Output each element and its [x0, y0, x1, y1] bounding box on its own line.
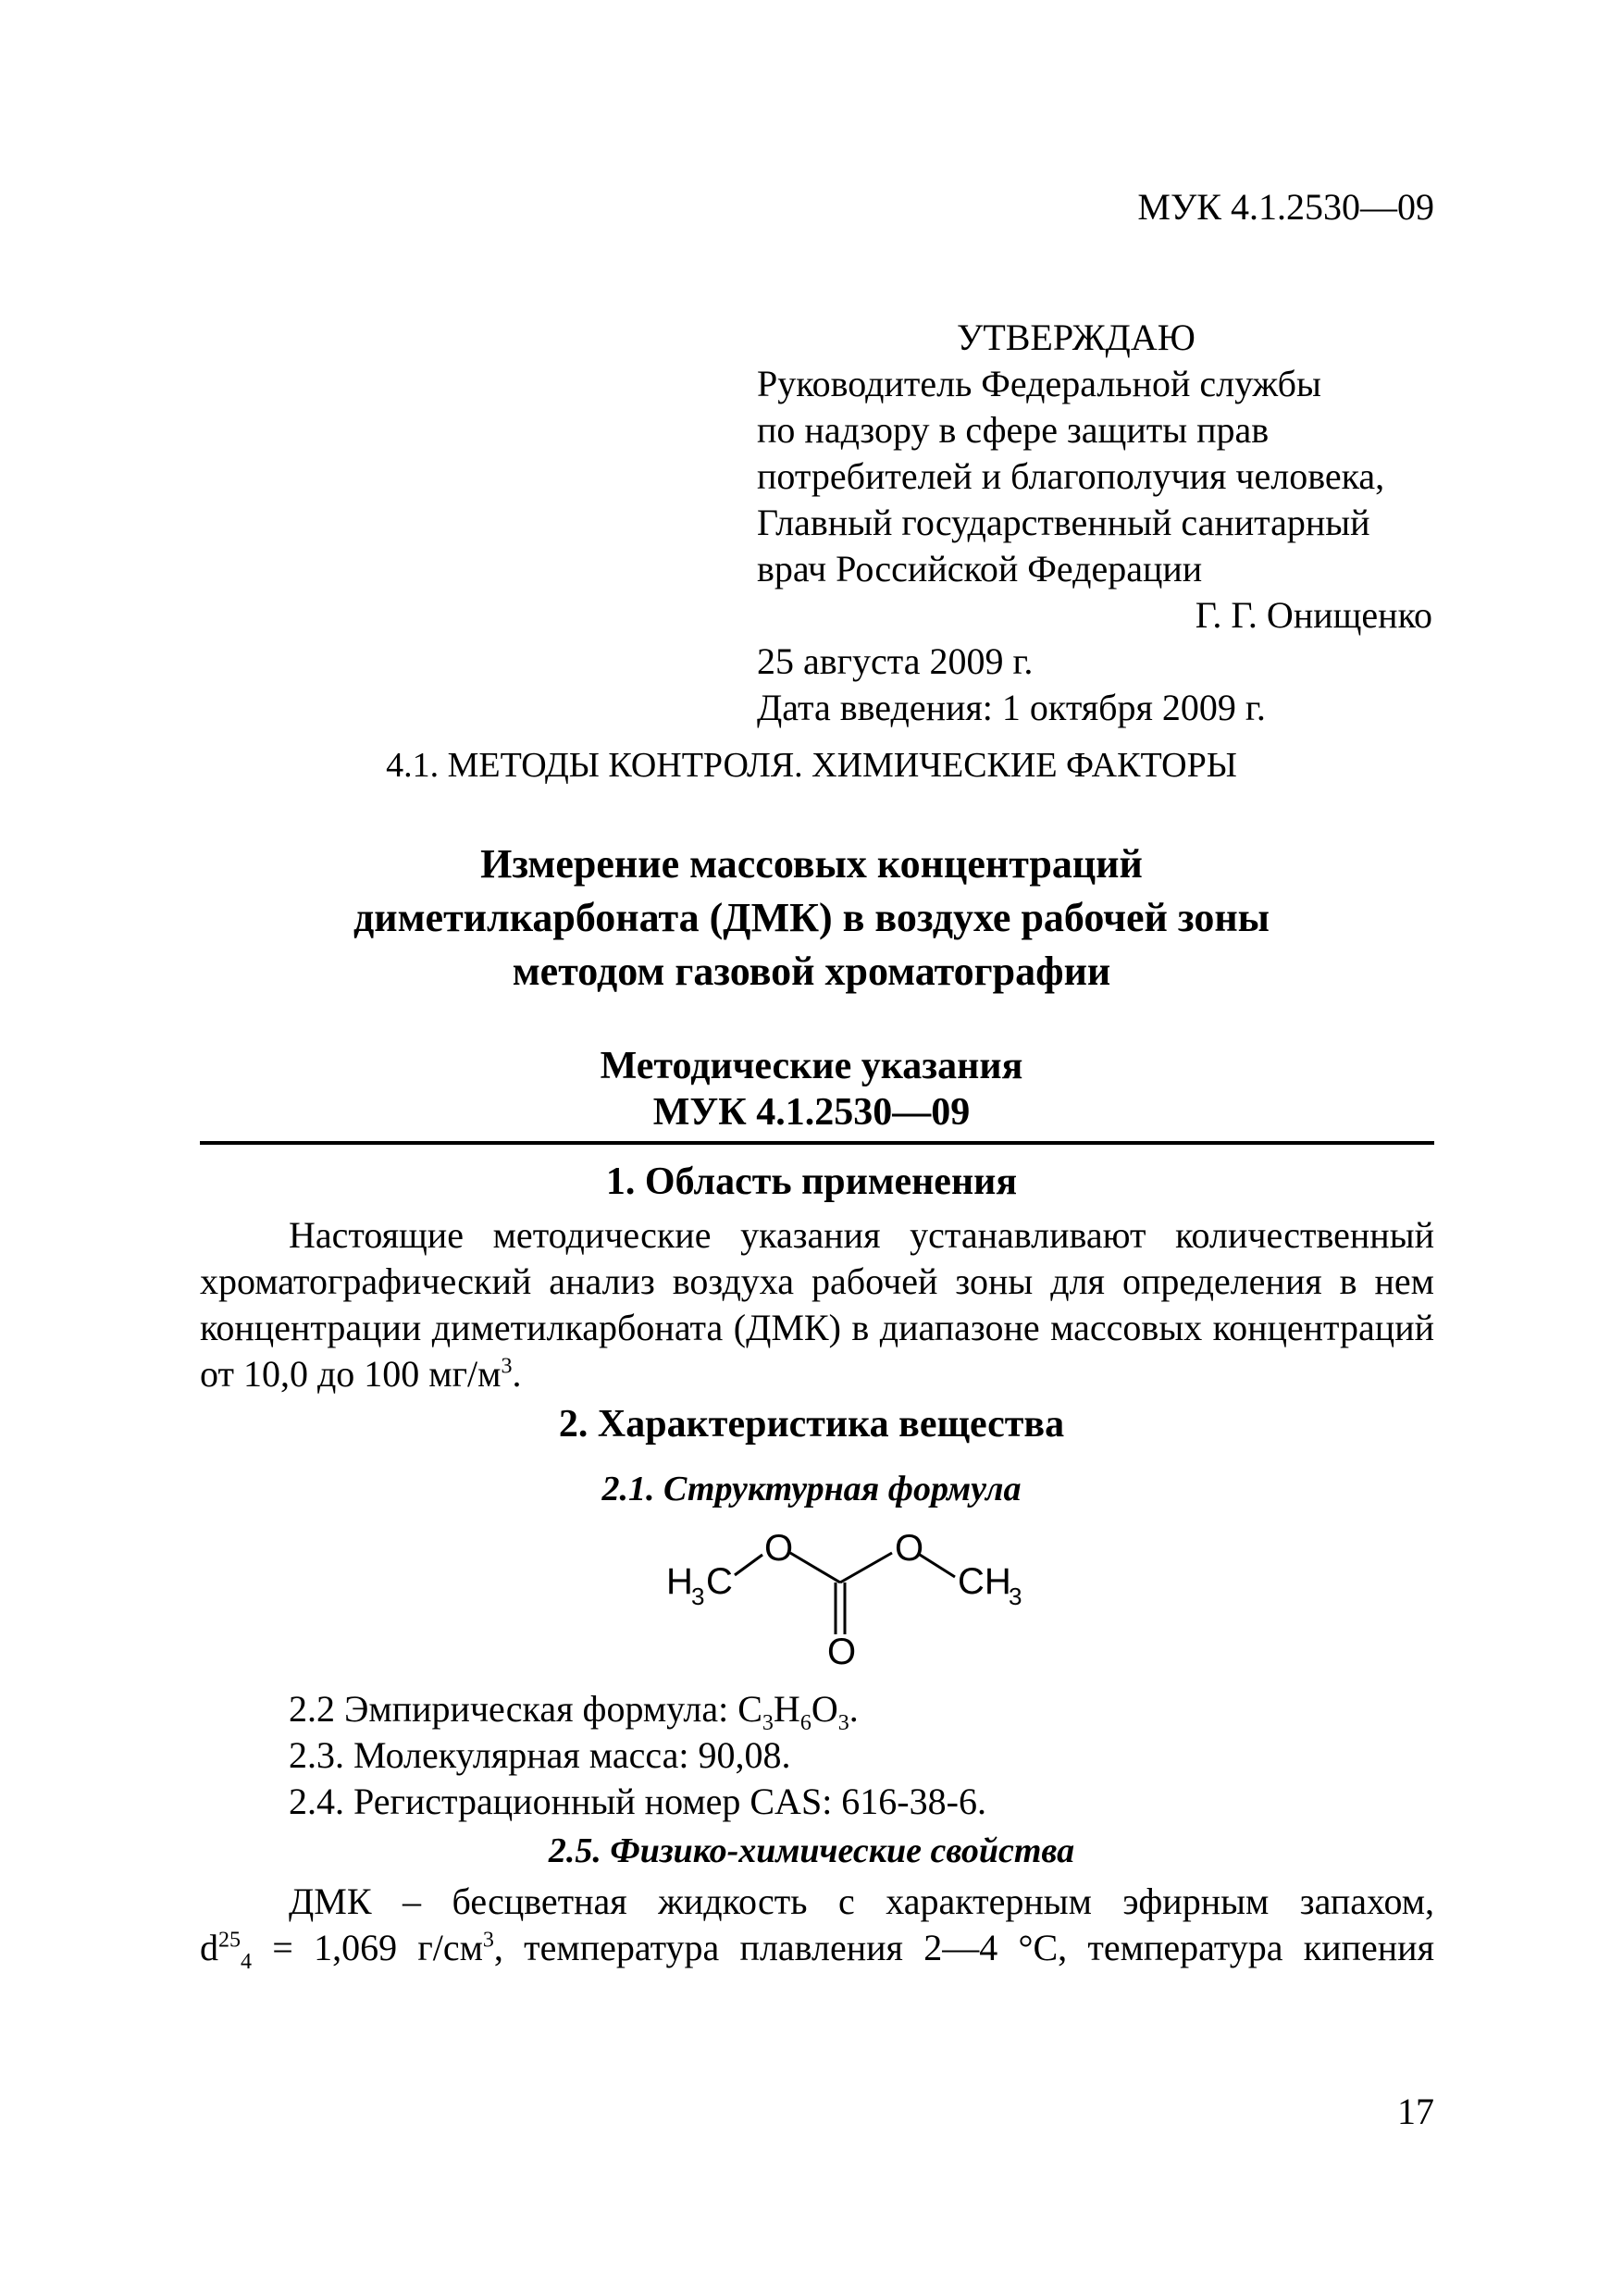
approval-date: 25 августа 2009 г.	[757, 640, 1034, 682]
subscript: 3	[762, 1711, 774, 1735]
document-code-header: МУК 4.1.2530—09	[1137, 186, 1434, 228]
formula-subscript: 3	[691, 1582, 705, 1610]
element-o: O	[811, 1688, 838, 1730]
formula-atom-h: H	[666, 1561, 693, 1602]
horizontal-rule	[200, 1141, 1434, 1145]
density-value: = 1,069 г/см	[252, 1927, 483, 1968]
approval-signer: Г. Г. Онищенко	[1195, 594, 1432, 636]
properties-paragraph	[200, 1879, 1434, 1974]
method-code: МУК 4.1.2530—09	[652, 1091, 971, 1134]
subscript: 4	[241, 1950, 252, 1974]
approval-title: УТВЕРЖДАЮ	[957, 316, 1196, 358]
superscript: 3	[482, 1928, 494, 1953]
empirical-label: 2.2 Эмпирическая формула:	[289, 1688, 738, 1730]
bond-line	[840, 1553, 892, 1582]
density-symbol: d	[200, 1927, 218, 1968]
subscript: 6	[799, 1711, 812, 1735]
bond-line	[790, 1553, 840, 1582]
section-2-heading: 2. Характеристика вещества	[558, 1403, 1065, 1446]
formula-atom-o: O	[764, 1528, 794, 1569]
method-kind: Методические указания	[600, 1045, 1023, 1087]
subscript: 3	[837, 1711, 849, 1735]
element-c: C	[737, 1688, 762, 1730]
formula-atom-ch: CH	[958, 1561, 1011, 1602]
document-title-line: методом газовой хроматографии	[512, 949, 1111, 994]
approval-line: Руководитель Федеральной службы	[757, 363, 1321, 404]
subsection-2-1-heading: 2.1. Структурная формула	[601, 1470, 1022, 1508]
period: .	[512, 1353, 522, 1395]
period: .	[849, 1688, 859, 1730]
superscript: 25	[218, 1928, 241, 1953]
approval-line: Главный государственный санитарный	[757, 502, 1370, 543]
formula-atom-c: C	[706, 1561, 733, 1602]
page-number: 17	[1397, 2091, 1434, 2132]
subsection-2-5-heading: 2.5. Физико-химические свойства	[548, 1831, 1075, 1870]
section-1-paragraph	[200, 1212, 1434, 1397]
document-title-line: диметилкарбоната (ДМК) в воздухе рабочей зоны	[353, 895, 1270, 940]
superscript: 3	[501, 1354, 513, 1379]
approval-line: по надзору в сфере защиты прав	[757, 409, 1270, 451]
document-title	[185, 838, 1438, 999]
bond-line	[920, 1555, 955, 1577]
formula-subscript: 3	[1009, 1582, 1022, 1610]
section-1-heading: 1. Область применения	[605, 1160, 1018, 1203]
section-title: 4.1. МЕТОДЫ КОНТРОЛЯ. ХИМИЧЕСКИЕ ФАКТОРЫ	[386, 746, 1237, 785]
cas-number: 2.4. Регистрационный номер CAS: 616-38-6.	[289, 1781, 986, 1822]
section-1-text: Настоящие методические указания устанавливают количественный хроматографический анализ воздуха рабочей зоны для определения в нем концентрации диметилкарбоната (ДМК) в диапазоне массовых концентраций от 10,0 до 100 мг/м	[200, 1214, 1434, 1395]
structural-formula-diagram	[648, 1508, 1036, 1694]
properties-line-1: ДМК – бесцветная жидкость с характерным эфирным запахом,	[289, 1880, 1434, 1922]
molecular-mass: 2.3. Молекулярная масса: 90,08.	[289, 1734, 791, 1776]
document-title-line: Измерение массовых концентраций	[480, 841, 1143, 887]
formula-atom-o: O	[827, 1632, 857, 1672]
properties-text: , температура плавления 2—4 °С, температура кипения	[493, 1927, 1434, 1968]
approval-line: врач Российской Федерации	[757, 548, 1203, 590]
formula-atom-o: O	[895, 1528, 924, 1569]
properties-line-2	[200, 1925, 1434, 1974]
approval-block	[757, 315, 1432, 731]
method-block	[185, 1043, 1438, 1136]
structural-formula	[648, 1508, 1036, 1694]
approval-line: потребителей и благополучия человека,	[757, 455, 1385, 497]
empirical-formula	[289, 1687, 859, 1735]
bond-line	[735, 1555, 762, 1575]
element-h: H	[773, 1688, 800, 1730]
effective-date: Дата введения: 1 октября 2009 г.	[757, 687, 1266, 728]
